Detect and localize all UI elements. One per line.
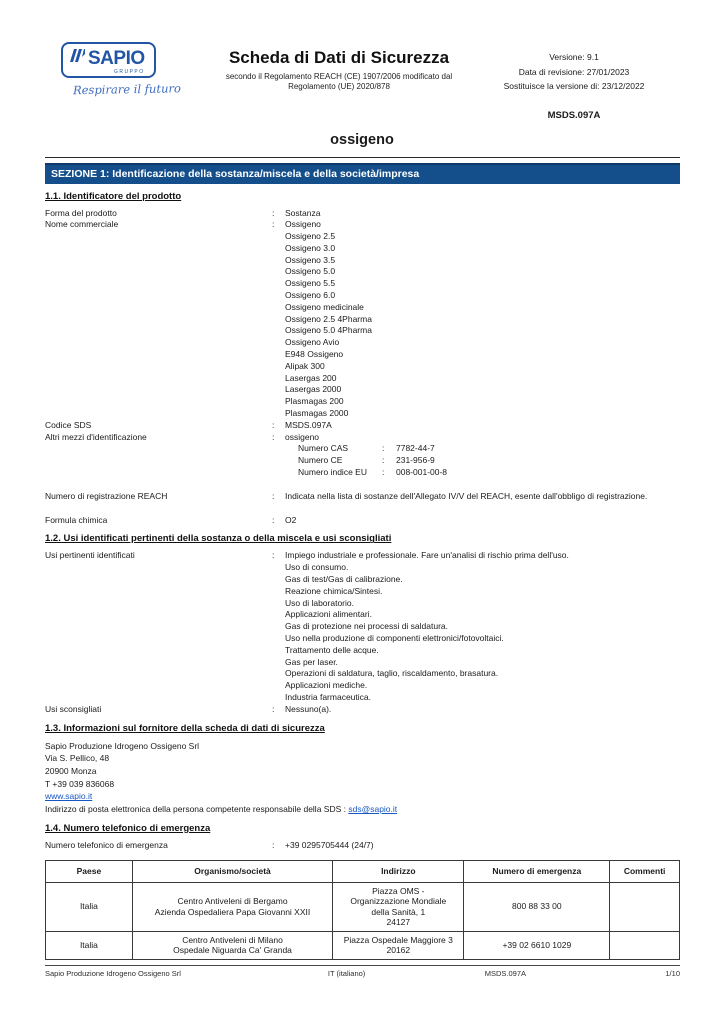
cell-paese: Italia — [46, 931, 133, 959]
table-header-row — [46, 860, 680, 882]
version-text: Versione: 9.1 — [549, 52, 599, 62]
field-label: Codice SDS — [45, 419, 92, 430]
page-footer — [45, 965, 680, 978]
product-name-title: ossigeno — [330, 131, 394, 148]
footer-language: IT (italiano) — [327, 969, 366, 978]
use-item: Uso di laboratorio. — [285, 597, 354, 608]
sapio-logo — [61, 42, 156, 78]
trade-name-item: Ossigeno 2.5 4Pharma — [285, 313, 372, 324]
supplier-phone: T +39 039 836068 — [45, 778, 115, 789]
col-header-paese: Paese — [46, 860, 133, 882]
field-usi-identificati — [45, 550, 680, 562]
field-value: Sostanza — [285, 207, 321, 218]
logo-area — [45, 42, 210, 96]
heading-1-2: 1.2. Usi identificati pertinenti della sostanza o della miscela e usi sconsigliati — [45, 533, 392, 545]
use-item: Impiego industriale e professionale. Fare un'analisi di rischio prima dell'uso. — [285, 550, 569, 561]
replaces-version-text: Sostituisce la versione di: 23/12/2022 — [503, 81, 645, 91]
field-value: 231-956-9 — [396, 455, 435, 466]
subtitle-line-2: Regolamento (UE) 2020/878 — [288, 82, 390, 91]
trade-name-item: Ossigeno 5.0 — [285, 266, 336, 277]
cell-organismo — [132, 882, 332, 931]
emergency-contacts-table — [45, 860, 680, 960]
trade-name-item: Lasergas 2000 — [285, 384, 342, 395]
colon-separator — [272, 208, 285, 220]
org-line: Centro Antiveleni di Bergamo — [177, 896, 288, 907]
colon-separator — [272, 491, 285, 503]
field-value: O2 — [285, 514, 297, 525]
use-item: Gas per laser. — [285, 656, 338, 667]
cell-numero: +39 02 6610 1029 — [464, 931, 610, 959]
logo-group-text: GRUPPO — [113, 69, 145, 75]
col-header-indirizzo: Indirizzo — [333, 860, 464, 882]
addr-line: Piazza OMS - — [372, 885, 425, 896]
addr-line: 24127 — [386, 917, 411, 928]
email-link[interactable]: sds@sapio.it — [348, 804, 398, 815]
version-block — [468, 42, 680, 121]
document-header — [0, 42, 724, 121]
field-label: Numero telefonico di emergenza — [45, 839, 168, 850]
trade-name-item: Plasmagas 200 — [285, 396, 344, 407]
title-block — [210, 42, 468, 92]
addr-line: 20162 — [386, 945, 411, 956]
colon-separator — [272, 704, 285, 716]
logo-brand-text: SAPIO — [88, 47, 145, 69]
field-label: Usi pertinenti identificati — [45, 550, 135, 561]
supplier-city: 20900 Monza — [45, 765, 97, 776]
revision-date-text: Data di revisione: 27/01/2023 — [518, 66, 630, 77]
trade-name-item: Ossigeno — [285, 219, 321, 230]
cell-numero: 800 88 33 00 — [464, 882, 610, 931]
website-link[interactable]: www.sapio.it — [45, 791, 93, 802]
use-item: Reazione chimica/Sintesi. — [285, 585, 383, 596]
use-item: Trattamento delle acque. — [285, 644, 379, 655]
field-label: Usi sconsigliati — [45, 703, 102, 714]
field-value: +39 0295705444 (24/7) — [285, 839, 374, 850]
colon-separator — [272, 515, 285, 527]
cell-commenti — [610, 931, 680, 959]
colon-separator — [382, 443, 396, 455]
col-header-commenti: Commenti — [610, 860, 680, 882]
field-reach — [45, 491, 680, 503]
field-value: Nessuno(a). — [285, 703, 332, 714]
field-numero-cas — [298, 443, 680, 455]
field-label: Numero di registrazione REACH — [45, 490, 168, 501]
cell-indirizzo — [333, 931, 464, 959]
trade-name-item: Lasergas 200 — [285, 372, 337, 383]
use-item: Operazioni di saldatura, taglio, riscaldamento, brasatura. — [285, 668, 499, 679]
section-1-header-bar: SEZIONE 1: Identificazione della sostanza/miscela e della società/impresa — [45, 163, 680, 184]
field-value: ossigeno — [285, 431, 320, 442]
field-nome-commerciale — [45, 219, 680, 231]
org-line: Ospedale Niguarda Ca' Granda — [173, 945, 292, 956]
colon-separator — [382, 467, 396, 479]
field-usi-sconsigliati — [45, 704, 680, 716]
colon-separator — [382, 455, 396, 467]
col-header-numero: Numero di emergenza — [464, 860, 610, 882]
email-label: Indirizzo di posta elettronica della persona competente responsabile della SDS : — [45, 804, 346, 815]
use-item: Industria farmaceutica. — [285, 691, 371, 702]
supplier-company: Sapio Produzione Idrogeno Ossigeno Srl — [45, 740, 200, 751]
trade-name-item: E948 Ossigeno — [285, 349, 344, 360]
document-title: Scheda di Dati di Sicurezza — [228, 48, 450, 67]
identifier-sub-table — [298, 443, 680, 478]
colon-separator — [272, 432, 285, 444]
heading-1-4: 1.4. Numero telefonico di emergenza — [45, 822, 211, 834]
use-item: Gas di protezione nei processi di saldatura. — [285, 621, 449, 632]
footer-page-number: 1/10 — [665, 969, 680, 978]
use-item: Applicazioni alimentari. — [285, 609, 372, 620]
sapio-stripes-icon — [70, 48, 85, 68]
field-forma-prodotto — [45, 208, 680, 220]
table-row — [46, 882, 680, 931]
use-item: Applicazioni mediche. — [285, 680, 368, 691]
field-value: 7782-44-7 — [396, 443, 435, 454]
trade-name-item: Plasmagas 2000 — [285, 408, 349, 419]
use-item: Gas di test/Gas di calibrazione. — [285, 574, 403, 585]
field-formula-chimica — [45, 515, 680, 527]
org-line: Azienda Ospedaliera Papa Giovanni XXII — [154, 906, 311, 917]
cell-commenti — [610, 882, 680, 931]
msds-code: MSDS.097A — [547, 109, 601, 121]
footer-msds-code: MSDS.097A — [484, 969, 527, 978]
logo-tagline: Respirare il futuro — [72, 81, 181, 98]
field-numero-indice-eu — [298, 467, 680, 479]
addr-line: Piazza Ospedale Maggiore 3 — [343, 934, 453, 945]
addr-line: Organizzazione Mondiale — [350, 896, 447, 907]
footer-company: Sapio Produzione Idrogeno Ossigeno Srl — [45, 969, 181, 978]
field-numero-emergenza — [45, 840, 680, 852]
colon-separator — [272, 219, 285, 231]
trade-name-item: Ossigeno 5.5 — [285, 278, 336, 289]
field-codice-sds — [45, 420, 680, 432]
trade-name-item: Ossigeno 3.0 — [285, 242, 336, 253]
field-label: Numero indice EU — [298, 467, 367, 478]
subtitle-line-1: secondo il Regolamento REACH (CE) 1907/2006 modificato dal — [225, 72, 453, 81]
supplier-street: Via S. Pellico, 48 — [45, 753, 110, 764]
field-value: MSDS.097A — [285, 419, 332, 430]
field-value: 008-001-00-8 — [396, 467, 448, 478]
trade-name-item: Alipak 300 — [285, 360, 325, 371]
cell-paese: Italia — [46, 882, 133, 931]
field-label: Numero CE — [298, 455, 343, 466]
colon-separator — [272, 840, 285, 852]
addr-line: della Sanità, 1 — [371, 906, 426, 917]
use-item: Uso di consumo. — [285, 562, 349, 573]
trade-name-item: Ossigeno Avio — [285, 337, 340, 348]
trade-name-item: Ossigeno 2.5 — [285, 231, 336, 242]
colon-separator — [272, 550, 285, 562]
table-row — [46, 931, 680, 959]
trade-name-item: Ossigeno medicinale — [285, 301, 364, 312]
colon-separator — [272, 420, 285, 432]
field-label: Numero CAS — [298, 443, 349, 454]
heading-1-3: 1.3. Informazioni sul fornitore della scheda di dati di sicurezza — [45, 722, 325, 734]
field-label: Formula chimica — [45, 514, 108, 525]
col-header-organismo: Organismo/società — [132, 860, 332, 882]
trade-name-item: Ossigeno 3.5 — [285, 254, 336, 265]
field-altri-mezzi — [45, 432, 680, 444]
email-line — [45, 803, 680, 816]
heading-1-1: 1.1. Identificatore del prodotto — [45, 190, 182, 202]
cell-indirizzo — [333, 882, 464, 931]
field-label: Forma del prodotto — [45, 207, 117, 218]
field-label: Altri mezzi d'identificazione — [45, 431, 147, 442]
trade-name-item: Ossigeno 6.0 — [285, 290, 336, 301]
header-divider — [45, 157, 680, 158]
document-subtitle — [210, 72, 468, 92]
field-value: Indicata nella lista di sostanze dell'Allegato IV/V del REACH, esente dall'obbligo di registrazione. — [285, 490, 648, 501]
field-numero-ce — [298, 455, 680, 467]
use-item: Uso nella produzione di componenti elettronici/fotovoltaici. — [285, 633, 504, 643]
cell-organismo — [132, 931, 332, 959]
org-line: Centro Antiveleni di Milano — [182, 934, 283, 945]
trade-name-item: Ossigeno 5.0 4Pharma — [285, 325, 372, 336]
field-label: Nome commerciale — [45, 219, 119, 230]
